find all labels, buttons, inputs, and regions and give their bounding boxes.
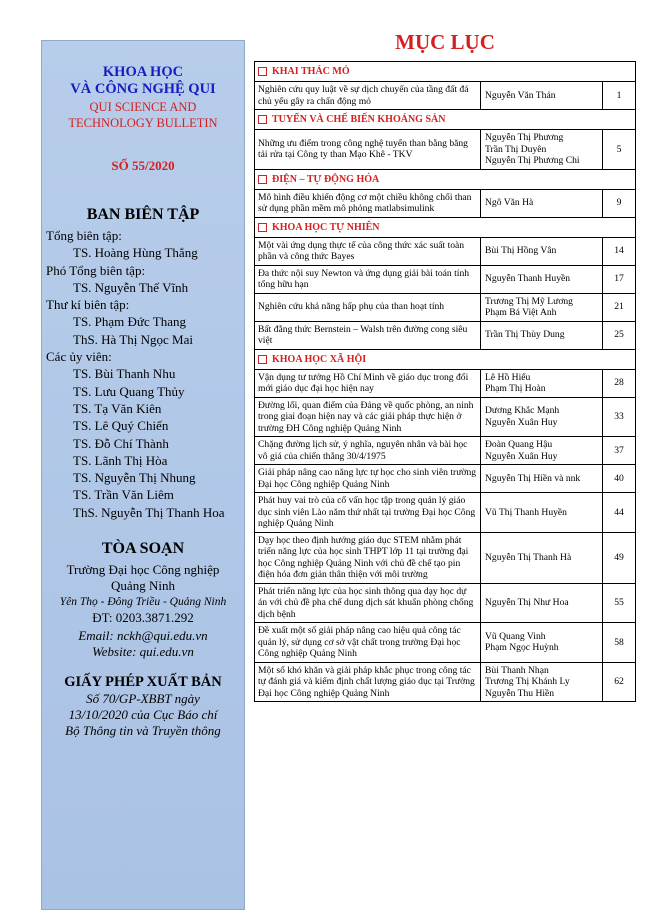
page-number: 14	[614, 245, 624, 257]
section-header	[255, 62, 635, 82]
author-name: Vũ Quang Vinh	[485, 630, 546, 642]
page-number: 28	[614, 377, 624, 389]
member-name: TS. Nguyễn Thị Nhung	[73, 470, 196, 486]
authors-cell	[481, 398, 603, 437]
author-name: Nguyễn Xuân Huy	[485, 450, 558, 462]
checkbox-bullet-icon	[258, 175, 267, 184]
article-title-cell	[255, 322, 481, 349]
member-name: TS. Lưu Quang Thủy	[73, 383, 185, 399]
office-name-line-1: Trường Đại học Công nghiệp	[66, 562, 220, 578]
page-number: 37	[614, 444, 624, 456]
page-number: 44	[614, 506, 624, 518]
author-name: Vũ Thị Thanh Huyền	[485, 506, 567, 518]
article-title: Một vài ứng dụng thực tế của công thức xác suất toàn phần và công thức Bayes	[258, 239, 465, 262]
author-name: Bùi Thanh Nhạn	[485, 664, 549, 676]
author-name: Nguyễn Thị Hiền và nnk	[485, 472, 581, 484]
author-name: Nguyễn Văn Thản	[485, 89, 556, 101]
member-name: TS. Lê Quý Chiến	[73, 418, 169, 434]
authors-cell	[481, 584, 603, 623]
toc-row	[255, 238, 635, 266]
author-name: Nguyễn Thị Phương	[485, 132, 564, 143]
article-title-cell	[255, 370, 481, 397]
page-number-cell	[603, 533, 635, 583]
author-name: Ngô Văn Hà	[485, 197, 534, 209]
page-number-cell	[603, 294, 635, 321]
toc-row	[255, 533, 635, 584]
toc-row	[255, 190, 635, 218]
office-name-line-2: Quảng Ninh	[111, 578, 175, 594]
authors-cell	[481, 190, 603, 217]
author-name: Lê Hồ Hiếu	[485, 371, 531, 383]
office-phone: ĐT: 0203.3871.292	[92, 610, 194, 626]
author-name: Nguyễn Xuân Huy	[485, 416, 558, 428]
checkbox-bullet-icon	[258, 67, 267, 76]
author-name: Nguyễn Thị Như Hoa	[485, 597, 569, 608]
article-title-cell	[255, 266, 481, 293]
article-title-cell	[255, 82, 481, 109]
author-name: Trần Thị Duyên	[485, 143, 547, 155]
member-name: TS. Lãnh Thị Hòa	[73, 452, 168, 468]
authors-cell	[481, 238, 603, 265]
author-name: Nguyễn Thị Thanh Hà	[485, 551, 572, 563]
section-header	[255, 110, 635, 130]
author-name: Dương Khắc Mạnh	[485, 405, 560, 417]
journal-title-line-2: VÀ CÔNG NGHỆ QUI	[70, 81, 216, 97]
authors-cell	[481, 294, 603, 321]
editor-name: TS. Hoàng Hùng Thắng	[73, 245, 198, 261]
page-number-cell	[603, 493, 635, 532]
author-name: Đoàn Quang Hậu	[485, 439, 553, 450]
article-title: Giải pháp nâng cao năng lực tự học cho sinh viên trường Đại học Công nghiệp Quảng Ninh	[258, 467, 477, 490]
member-name: TS. Trần Văn Liêm	[73, 487, 174, 503]
page-number: 1	[616, 89, 622, 101]
article-title: Đa thức nội suy Newton và ứng dụng giải bài toán tính tổng hữu hạn	[258, 267, 470, 290]
toc-row	[255, 130, 635, 170]
authors-cell	[481, 437, 603, 464]
toc-row	[255, 294, 635, 322]
article-title: Phát huy vai trò của cố vấn học tập trong quản lý giáo dục sinh viên Lào năm thứ nhất tại trường Đại học Công nghiệp Quảng Ninh	[258, 495, 476, 529]
toc-row	[255, 437, 635, 465]
author-name: Phạm Thị Hoàn	[485, 383, 546, 394]
article-title: Những ưu điểm trong công nghệ tuyển than bằng băng tải rửa tại Công ty than Mạo Khê - TKV	[258, 137, 468, 161]
toc-row	[255, 398, 635, 438]
author-name: Trần Thị Thùy Dung	[485, 329, 565, 341]
authors-cell	[481, 493, 603, 532]
toc-title: MỤC LỤC	[395, 30, 495, 54]
page-number: 40	[614, 472, 624, 484]
authors-cell	[481, 370, 603, 397]
article-title-cell	[255, 437, 481, 464]
office-website: Website: qui.edu.vn	[92, 644, 194, 660]
page-number-cell	[603, 584, 635, 623]
page-number: 17	[614, 273, 624, 285]
article-title-cell	[255, 465, 481, 492]
article-title: Đề xuất một số giải pháp nâng cao hiệu quả công tác quản lý, sử dụng cơ sở vật chất trong trường Đại học Công nghiệp Quảng Ninh	[258, 625, 461, 659]
article-title-cell	[255, 533, 481, 583]
author-name: Phạm Bá Việt Anh	[485, 307, 557, 318]
authors-cell	[481, 322, 603, 349]
secretary-name: ThS. Hà Thị Ngọc Mai	[73, 331, 193, 347]
article-title: Mô hình điều khiển động cơ một chiều không chổi than sử dụng phần mềm mô phỏng matlabsimulink	[258, 191, 472, 214]
author-name: Nguyễn Thu Hiền	[485, 687, 555, 699]
page-number: 49	[614, 551, 624, 563]
toc-row	[255, 370, 635, 398]
article-title: Một số khó khăn và giải pháp khắc phục trong công tác tự đánh giá và kiểm định chất lượng giáo dục tại Trường Đại học Công nghiệp Quảng Ninh	[258, 664, 475, 699]
section-title: KHOA HỌC XÃ HỘI	[272, 353, 367, 365]
page-number-cell	[603, 437, 635, 464]
page-number: 25	[614, 329, 624, 341]
article-title-cell	[255, 238, 481, 265]
page-number-cell	[603, 398, 635, 437]
page-number-cell	[603, 238, 635, 265]
toc-row	[255, 266, 635, 294]
journal-title-line-1: KHOA HỌC	[102, 64, 184, 80]
editorial-board-heading: BAN BIÊN TẬP	[86, 206, 200, 223]
secretary-label: Thư kí biên tập:	[46, 297, 130, 313]
page-number-cell	[603, 322, 635, 349]
toc-row	[255, 663, 635, 702]
checkbox-bullet-icon	[258, 223, 267, 232]
english-title-line-2: TECHNOLOGY BULLETIN	[68, 116, 218, 130]
article-title: Vận dụng tư tưởng Hồ Chí Minh về giáo dục trong đổi mới giáo dục đại học hiện nay	[258, 371, 469, 394]
checkbox-bullet-icon	[258, 115, 267, 124]
page-number: 62	[614, 676, 624, 687]
editorial-office-heading: TÒA SOẠN	[101, 540, 185, 558]
toc-table	[254, 61, 636, 702]
authors-cell	[481, 82, 603, 109]
authors-cell	[481, 533, 603, 583]
page-number: 58	[614, 636, 624, 648]
article-title-cell	[255, 294, 481, 321]
page-number: 9	[616, 197, 622, 209]
article-title: Đường lối, quan điểm của Đảng về quốc phòng, an ninh trong giai đoạn hiện nay và các giải pháp thực hiện ở trường ĐH Công nghiệp Quảng Ninh	[258, 399, 474, 434]
section-title: ĐIỆN – TỰ ĐỘNG HÓA	[272, 173, 380, 185]
page-number-cell	[603, 623, 635, 662]
deputy-label: Phó Tổng biên tập:	[46, 262, 146, 278]
english-title-line-1: QUI SCIENCE AND	[89, 100, 197, 114]
author-name: Bùi Thị Hồng Vân	[485, 245, 557, 257]
article-title-cell	[255, 398, 481, 437]
article-title-cell	[255, 130, 481, 169]
office-address: Yên Thọ - Đông Triều - Quảng Ninh	[59, 596, 227, 609]
authors-cell	[481, 623, 603, 662]
journal-title	[42, 64, 244, 98]
toc-row	[255, 584, 635, 624]
section-header	[255, 350, 635, 370]
page-number-cell	[603, 370, 635, 397]
author-name: Phạm Ngọc Huỳnh	[485, 642, 559, 654]
page-number: 21	[614, 301, 624, 313]
section-header	[255, 170, 635, 190]
page-number-cell	[603, 190, 635, 217]
page-number-cell	[603, 130, 635, 169]
checkbox-bullet-icon	[258, 355, 267, 364]
editorial-board-list	[42, 227, 244, 521]
page-number: 5	[616, 143, 622, 155]
page-number-cell	[603, 82, 635, 109]
author-name: Trương Thị Mỹ Lương	[485, 295, 573, 307]
masthead-sidebar	[41, 40, 245, 910]
issue-number: SỐ 55/2020	[111, 158, 175, 173]
article-title: Phát triển năng lực của học sinh thông qua dạy học dự án với chủ đề pha chế dung dịch sát khuẩn phòng chống dịch bệnh	[258, 585, 474, 620]
member-name: ThS. Nguyễn Thị Thanh Hoa	[73, 504, 225, 520]
toc-row	[255, 322, 635, 350]
deputy-name: TS. Nguyễn Thế Vĩnh	[73, 279, 189, 295]
toc-row	[255, 493, 635, 533]
secretary-name: TS. Phạm Đức Thang	[73, 314, 186, 330]
page-number-cell	[603, 663, 635, 702]
section-header	[255, 218, 635, 238]
authors-cell	[481, 130, 603, 169]
member-name: TS. Đỗ Chí Thành	[73, 435, 169, 451]
toc-row	[255, 623, 635, 663]
article-title: Chặng đường lịch sử, ý nghĩa, nguyên nhân và bài học vô giá của chiến thắng 30/4/1975	[258, 439, 468, 462]
authors-cell	[481, 663, 603, 702]
toc-row	[255, 465, 635, 493]
member-name: TS. Tạ Văn Kiên	[73, 400, 162, 416]
license-heading: GIẤY PHÉP XUẤT BẢN	[64, 674, 222, 691]
section-title: KHAI THÁC MỎ	[272, 66, 350, 77]
article-title: Bất đẳng thức Bernstein – Walsh trên đường cong siêu việt	[258, 323, 468, 346]
article-title-cell	[255, 584, 481, 623]
license-line-2: 13/10/2020 của Cục Báo chí	[68, 707, 218, 723]
office-email: Email: nckh@qui.edu.vn	[78, 628, 208, 644]
authors-cell	[481, 266, 603, 293]
page-number: 33	[614, 411, 624, 422]
toc-row	[255, 82, 635, 110]
page-number-cell	[603, 465, 635, 492]
author-name: Trương Thị Khánh Ly	[485, 676, 570, 687]
article-title-cell	[255, 493, 481, 532]
section-title: TUYỂN VÀ CHẾ BIẾN KHOÁNG SẢN	[272, 114, 446, 125]
article-title-cell	[255, 623, 481, 662]
author-name: Nguyễn Thị Phương Chi	[485, 155, 580, 166]
license-line-1: Số 70/GP-XBBT ngày	[86, 691, 200, 707]
license-line-3: Bộ Thông tin và Truyền thông	[65, 723, 221, 739]
journal-english-title	[42, 99, 244, 131]
editor-label: Tổng biên tập:	[46, 228, 122, 243]
authors-cell	[481, 465, 603, 492]
author-name: Nguyễn Thanh Huyền	[485, 273, 571, 285]
member-name: TS. Bùi Thanh Nhu	[73, 366, 176, 382]
article-title: Nghiên cứu quy luật về sự dịch chuyển của tầng đất đá chủ yếu gây ra chấn động mỏ	[258, 84, 469, 107]
section-title: KHOA HỌC TỰ NHIÊN	[272, 221, 380, 233]
article-title-cell	[255, 663, 481, 702]
members-label: Các ủy viên:	[46, 349, 112, 365]
article-title-cell	[255, 190, 481, 217]
article-title: Dạy học theo định hướng giáo dục STEM nhằm phát triển năng lực của học sinh THPT lớp 11 tại trường đại học Công nghiệp Quảng Ninh với chủ đề chế tạo pin điện hóa đơn giản thân thiện với môi trường	[258, 534, 469, 580]
article-title: Nghiên cứu khả năng hấp phụ của than hoạt tính	[258, 301, 445, 313]
page-number-cell	[603, 266, 635, 293]
page-number: 55	[614, 597, 624, 608]
